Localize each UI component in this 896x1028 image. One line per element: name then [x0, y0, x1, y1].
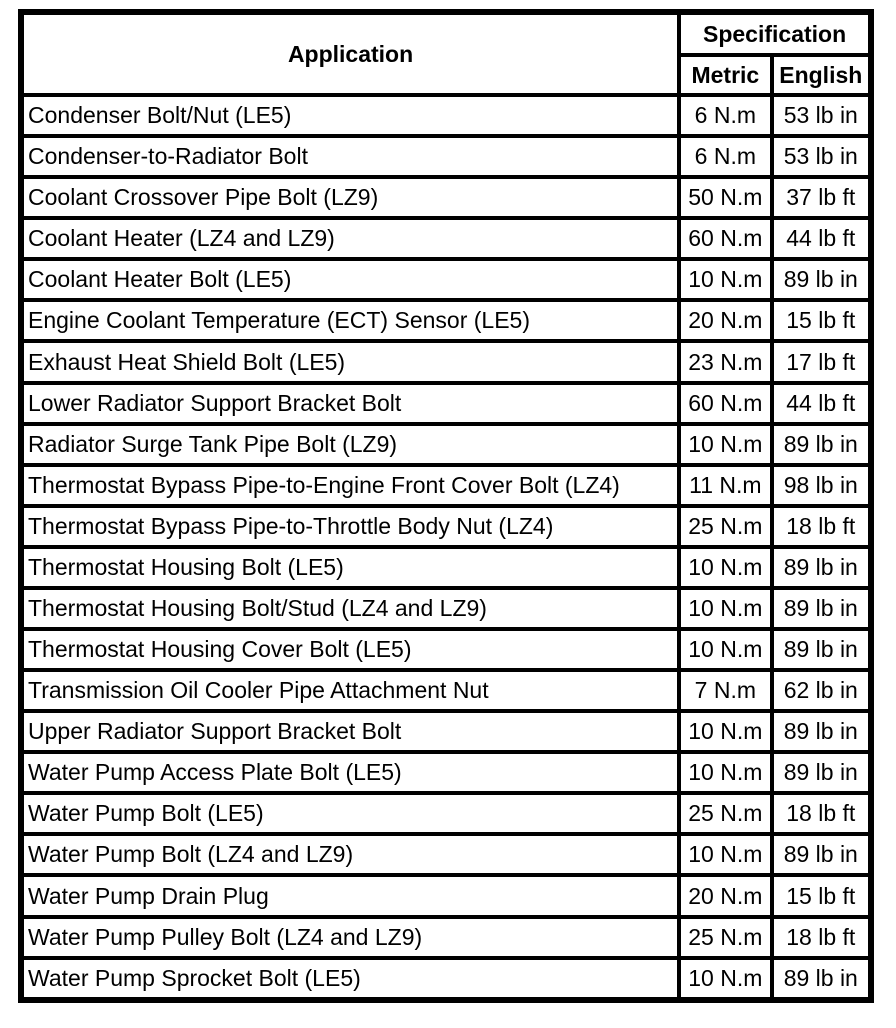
cell-metric: 10 N.m: [681, 549, 769, 586]
cell-application: Thermostat Bypass Pipe-to-Engine Front Cover Bolt (LZ4): [24, 467, 677, 504]
cell-application: Condenser-to-Radiator Bolt: [24, 138, 677, 175]
cell-metric: 10 N.m: [681, 261, 769, 298]
cell-english: 18 lb ft: [774, 795, 868, 832]
cell-metric: 25 N.m: [681, 919, 769, 956]
cell-application: Radiator Surge Tank Pipe Bolt (LZ9): [24, 426, 677, 463]
cell-metric: 7 N.m: [681, 672, 769, 709]
cell-english: 44 lb ft: [774, 385, 868, 422]
table-row: [24, 672, 868, 709]
table-row: [24, 467, 868, 504]
cell-english: 89 lb in: [774, 754, 868, 791]
table-row: [24, 877, 868, 914]
cell-english: 37 lb ft: [774, 179, 868, 216]
cell-application: Engine Coolant Temperature (ECT) Sensor (LE5): [24, 302, 677, 339]
cell-application: Thermostat Housing Cover Bolt (LE5): [24, 631, 677, 668]
header-application: Application: [24, 15, 677, 93]
cell-application: Condenser Bolt/Nut (LE5): [24, 97, 677, 134]
cell-english: 53 lb in: [774, 138, 868, 175]
cell-english: 17 lb ft: [774, 343, 868, 380]
cell-metric: 60 N.m: [681, 220, 769, 257]
cell-metric: 10 N.m: [681, 713, 769, 750]
cell-metric: 6 N.m: [681, 97, 769, 134]
header-english: English: [774, 57, 868, 93]
cell-application: Water Pump Access Plate Bolt (LE5): [24, 754, 677, 791]
table-row: [24, 836, 868, 873]
cell-application: Coolant Heater (LZ4 and LZ9): [24, 220, 677, 257]
cell-english: 44 lb ft: [774, 220, 868, 257]
table-row: [24, 261, 868, 298]
table-row: [24, 343, 868, 380]
cell-english: 89 lb in: [774, 549, 868, 586]
cell-application: Thermostat Housing Bolt/Stud (LZ4 and LZ9): [24, 590, 677, 627]
cell-application: Transmission Oil Cooler Pipe Attachment Nut: [24, 672, 677, 709]
cell-metric: 6 N.m: [681, 138, 769, 175]
cell-english: 98 lb in: [774, 467, 868, 504]
table-row: [24, 385, 868, 422]
table-row: [24, 179, 868, 216]
cell-metric: 10 N.m: [681, 960, 769, 997]
cell-application: Water Pump Drain Plug: [24, 877, 677, 914]
cell-english: 89 lb in: [774, 426, 868, 463]
table-header: [24, 15, 868, 93]
cell-metric: 25 N.m: [681, 795, 769, 832]
cell-english: 15 lb ft: [774, 302, 868, 339]
header-specification: Specification: [681, 15, 868, 53]
cell-english: 53 lb in: [774, 97, 868, 134]
table-body: [24, 97, 868, 997]
specification-table-frame: [18, 9, 874, 1003]
cell-metric: 10 N.m: [681, 426, 769, 463]
cell-application: Water Pump Bolt (LZ4 and LZ9): [24, 836, 677, 873]
cell-application: Upper Radiator Support Bracket Bolt: [24, 713, 677, 750]
table-row: [24, 590, 868, 627]
cell-application: Water Pump Sprocket Bolt (LE5): [24, 960, 677, 997]
cell-metric: 20 N.m: [681, 302, 769, 339]
table-row: [24, 549, 868, 586]
table-row: [24, 795, 868, 832]
cell-metric: 11 N.m: [681, 467, 769, 504]
table-row: [24, 97, 868, 134]
cell-metric: 10 N.m: [681, 590, 769, 627]
table-row: [24, 713, 868, 750]
cell-english: 89 lb in: [774, 836, 868, 873]
table-row: [24, 960, 868, 997]
table-row: [24, 302, 868, 339]
cell-metric: 10 N.m: [681, 754, 769, 791]
cell-english: 18 lb ft: [774, 919, 868, 956]
cell-metric: 23 N.m: [681, 343, 769, 380]
header-metric: Metric: [681, 57, 769, 93]
cell-english: 89 lb in: [774, 590, 868, 627]
cell-application: Thermostat Bypass Pipe-to-Throttle Body Nut (LZ4): [24, 508, 677, 545]
cell-english: 89 lb in: [774, 631, 868, 668]
cell-english: 89 lb in: [774, 261, 868, 298]
cell-application: Water Pump Pulley Bolt (LZ4 and LZ9): [24, 919, 677, 956]
cell-metric: 60 N.m: [681, 385, 769, 422]
cell-english: 18 lb ft: [774, 508, 868, 545]
cell-application: Coolant Crossover Pipe Bolt (LZ9): [24, 179, 677, 216]
cell-metric: 10 N.m: [681, 631, 769, 668]
cell-english: 89 lb in: [774, 960, 868, 997]
cell-application: Exhaust Heat Shield Bolt (LE5): [24, 343, 677, 380]
cell-application: Lower Radiator Support Bracket Bolt: [24, 385, 677, 422]
cell-english: 62 lb in: [774, 672, 868, 709]
cell-application: Coolant Heater Bolt (LE5): [24, 261, 677, 298]
cell-metric: 50 N.m: [681, 179, 769, 216]
table-row: [24, 919, 868, 956]
table-row: [24, 508, 868, 545]
cell-application: Thermostat Housing Bolt (LE5): [24, 549, 677, 586]
cell-metric: 10 N.m: [681, 836, 769, 873]
cell-metric: 25 N.m: [681, 508, 769, 545]
table-row: [24, 426, 868, 463]
table-row: [24, 631, 868, 668]
table-row: [24, 754, 868, 791]
table-row: [24, 138, 868, 175]
cell-english: 15 lb ft: [774, 877, 868, 914]
table-row: [24, 220, 868, 257]
cell-metric: 20 N.m: [681, 877, 769, 914]
cell-application: Water Pump Bolt (LE5): [24, 795, 677, 832]
specification-table: [20, 11, 872, 1001]
cell-english: 89 lb in: [774, 713, 868, 750]
